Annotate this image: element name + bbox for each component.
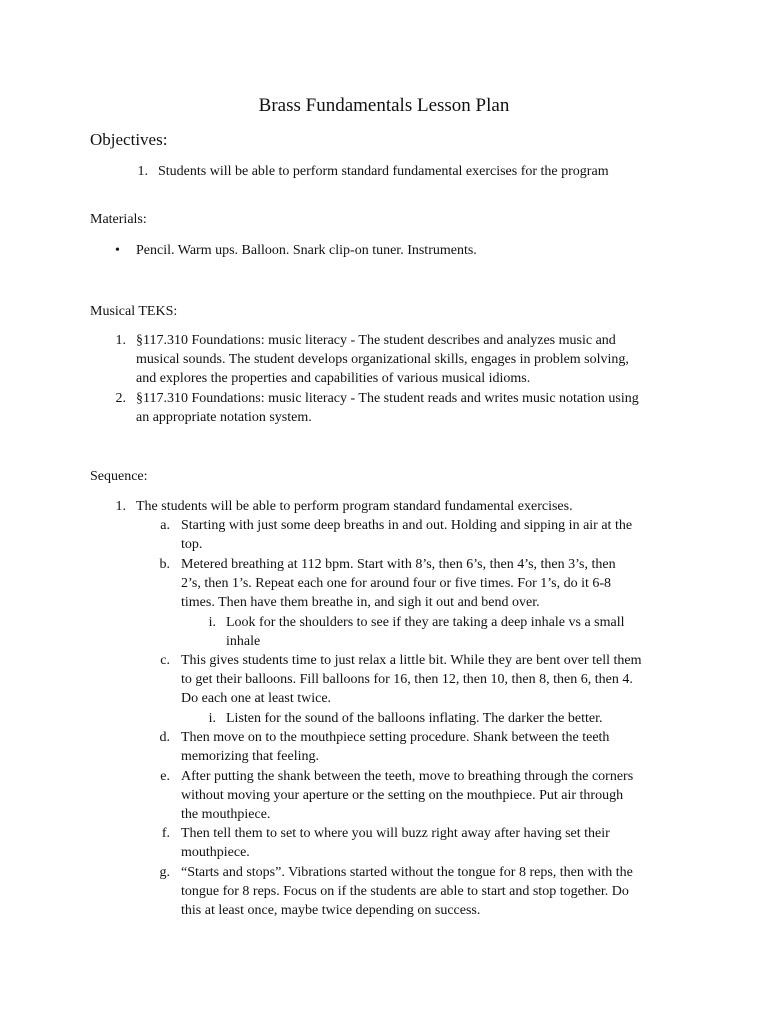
list-marker: 1. [115,499,126,514]
subitem-line: Starting with just some deep breaths in and out. Holding and sipping in air at the [181,518,633,533]
list-marker: d. [159,730,170,745]
subitem-line: Then move on to the mouthpiece setting procedure. Shank between the teeth [181,730,610,745]
list-marker: 1. [137,164,148,179]
list-marker: a. [160,518,170,533]
objectives-heading: Objectives: [90,130,168,149]
subitem-line: Then tell them to set to where you will buzz right away after having set their [181,826,610,841]
subitem-line: Metered breathing at 112 bpm. Start with 8’s, then 6’s, then 4’s, then 3’s, then [181,557,616,572]
teks-line: musical sounds. The student develops organizational skills, engages in problem solving, [136,352,629,367]
list-marker: c. [160,653,170,668]
list-marker: f. [161,826,170,841]
subitem-line: mouthpiece. [181,845,250,860]
subitem-line: After putting the shank between the teeth, move to breathing through the corners [181,769,634,784]
teks-line: and explores the properties and capabilities of various musical idioms. [136,371,531,386]
list-marker: b. [159,557,170,572]
list-marker: g. [159,865,170,880]
subitem-line: the mouthpiece. [181,807,271,822]
bullet-marker: • [115,243,120,258]
list-marker: i. [208,711,216,726]
subitem-line: “Starts and stops”. Vibrations started without the tongue for 8 reps, then with the [181,865,633,880]
subitem-line: memorizing that feeling. [181,749,320,764]
subitem-line: This gives students time to just relax a little bit. While they are bent over tell them [181,653,642,668]
list-marker: 2. [115,391,126,406]
subitem-line: Do each one at least twice. [181,691,332,706]
list-marker: e. [160,769,170,784]
subitem-line: Listen for the sound of the balloons inflating. The darker the better. [226,711,603,726]
subitem-line: to get their balloons. Fill balloons for 16, then 12, then 10, then 8, then 6, then 4. [181,672,633,687]
document-title: Brass Fundamentals Lesson Plan [258,95,510,116]
subitem-line: times. Then have them breathe in, and sigh it out and bend over. [181,595,540,610]
materials-text: Pencil. Warm ups. Balloon. Snark clip-on tuner. Instruments. [136,243,477,258]
objective-text: Students will be able to perform standard fundamental exercises for the program [158,164,609,179]
subitem-line: inhale [226,634,261,649]
sequence-heading: Sequence: [90,469,148,484]
subitem-line: Look for the shoulders to see if they are taking a deep inhale vs a small [226,615,625,630]
subitem-line: without moving your aperture or the setting on the mouthpiece. Put air through [181,788,624,803]
subitem-line: this at least once, maybe twice depending on success. [181,903,481,918]
teks-line: an appropriate notation system. [136,410,312,425]
sequence-text: The students will be able to perform program standard fundamental exercises. [136,499,573,514]
subitem-line: tongue for 8 reps. Focus on if the students are able to start and stop together. Do [181,884,629,899]
teks-line: §117.310 Foundations: music literacy - The student describes and analyzes music and [136,333,616,348]
subitem-line: 2’s, then 1’s. Repeat each one for around four or five times. For 1’s, do it 6-8 [181,576,612,591]
teks-heading: Musical TEKS: [90,304,178,319]
materials-heading: Materials: [90,212,147,227]
subitem-line: top. [181,537,203,552]
teks-line: §117.310 Foundations: music literacy - The student reads and writes music notation using [136,391,639,406]
list-marker: i. [208,615,216,630]
list-marker: 1. [115,333,126,348]
